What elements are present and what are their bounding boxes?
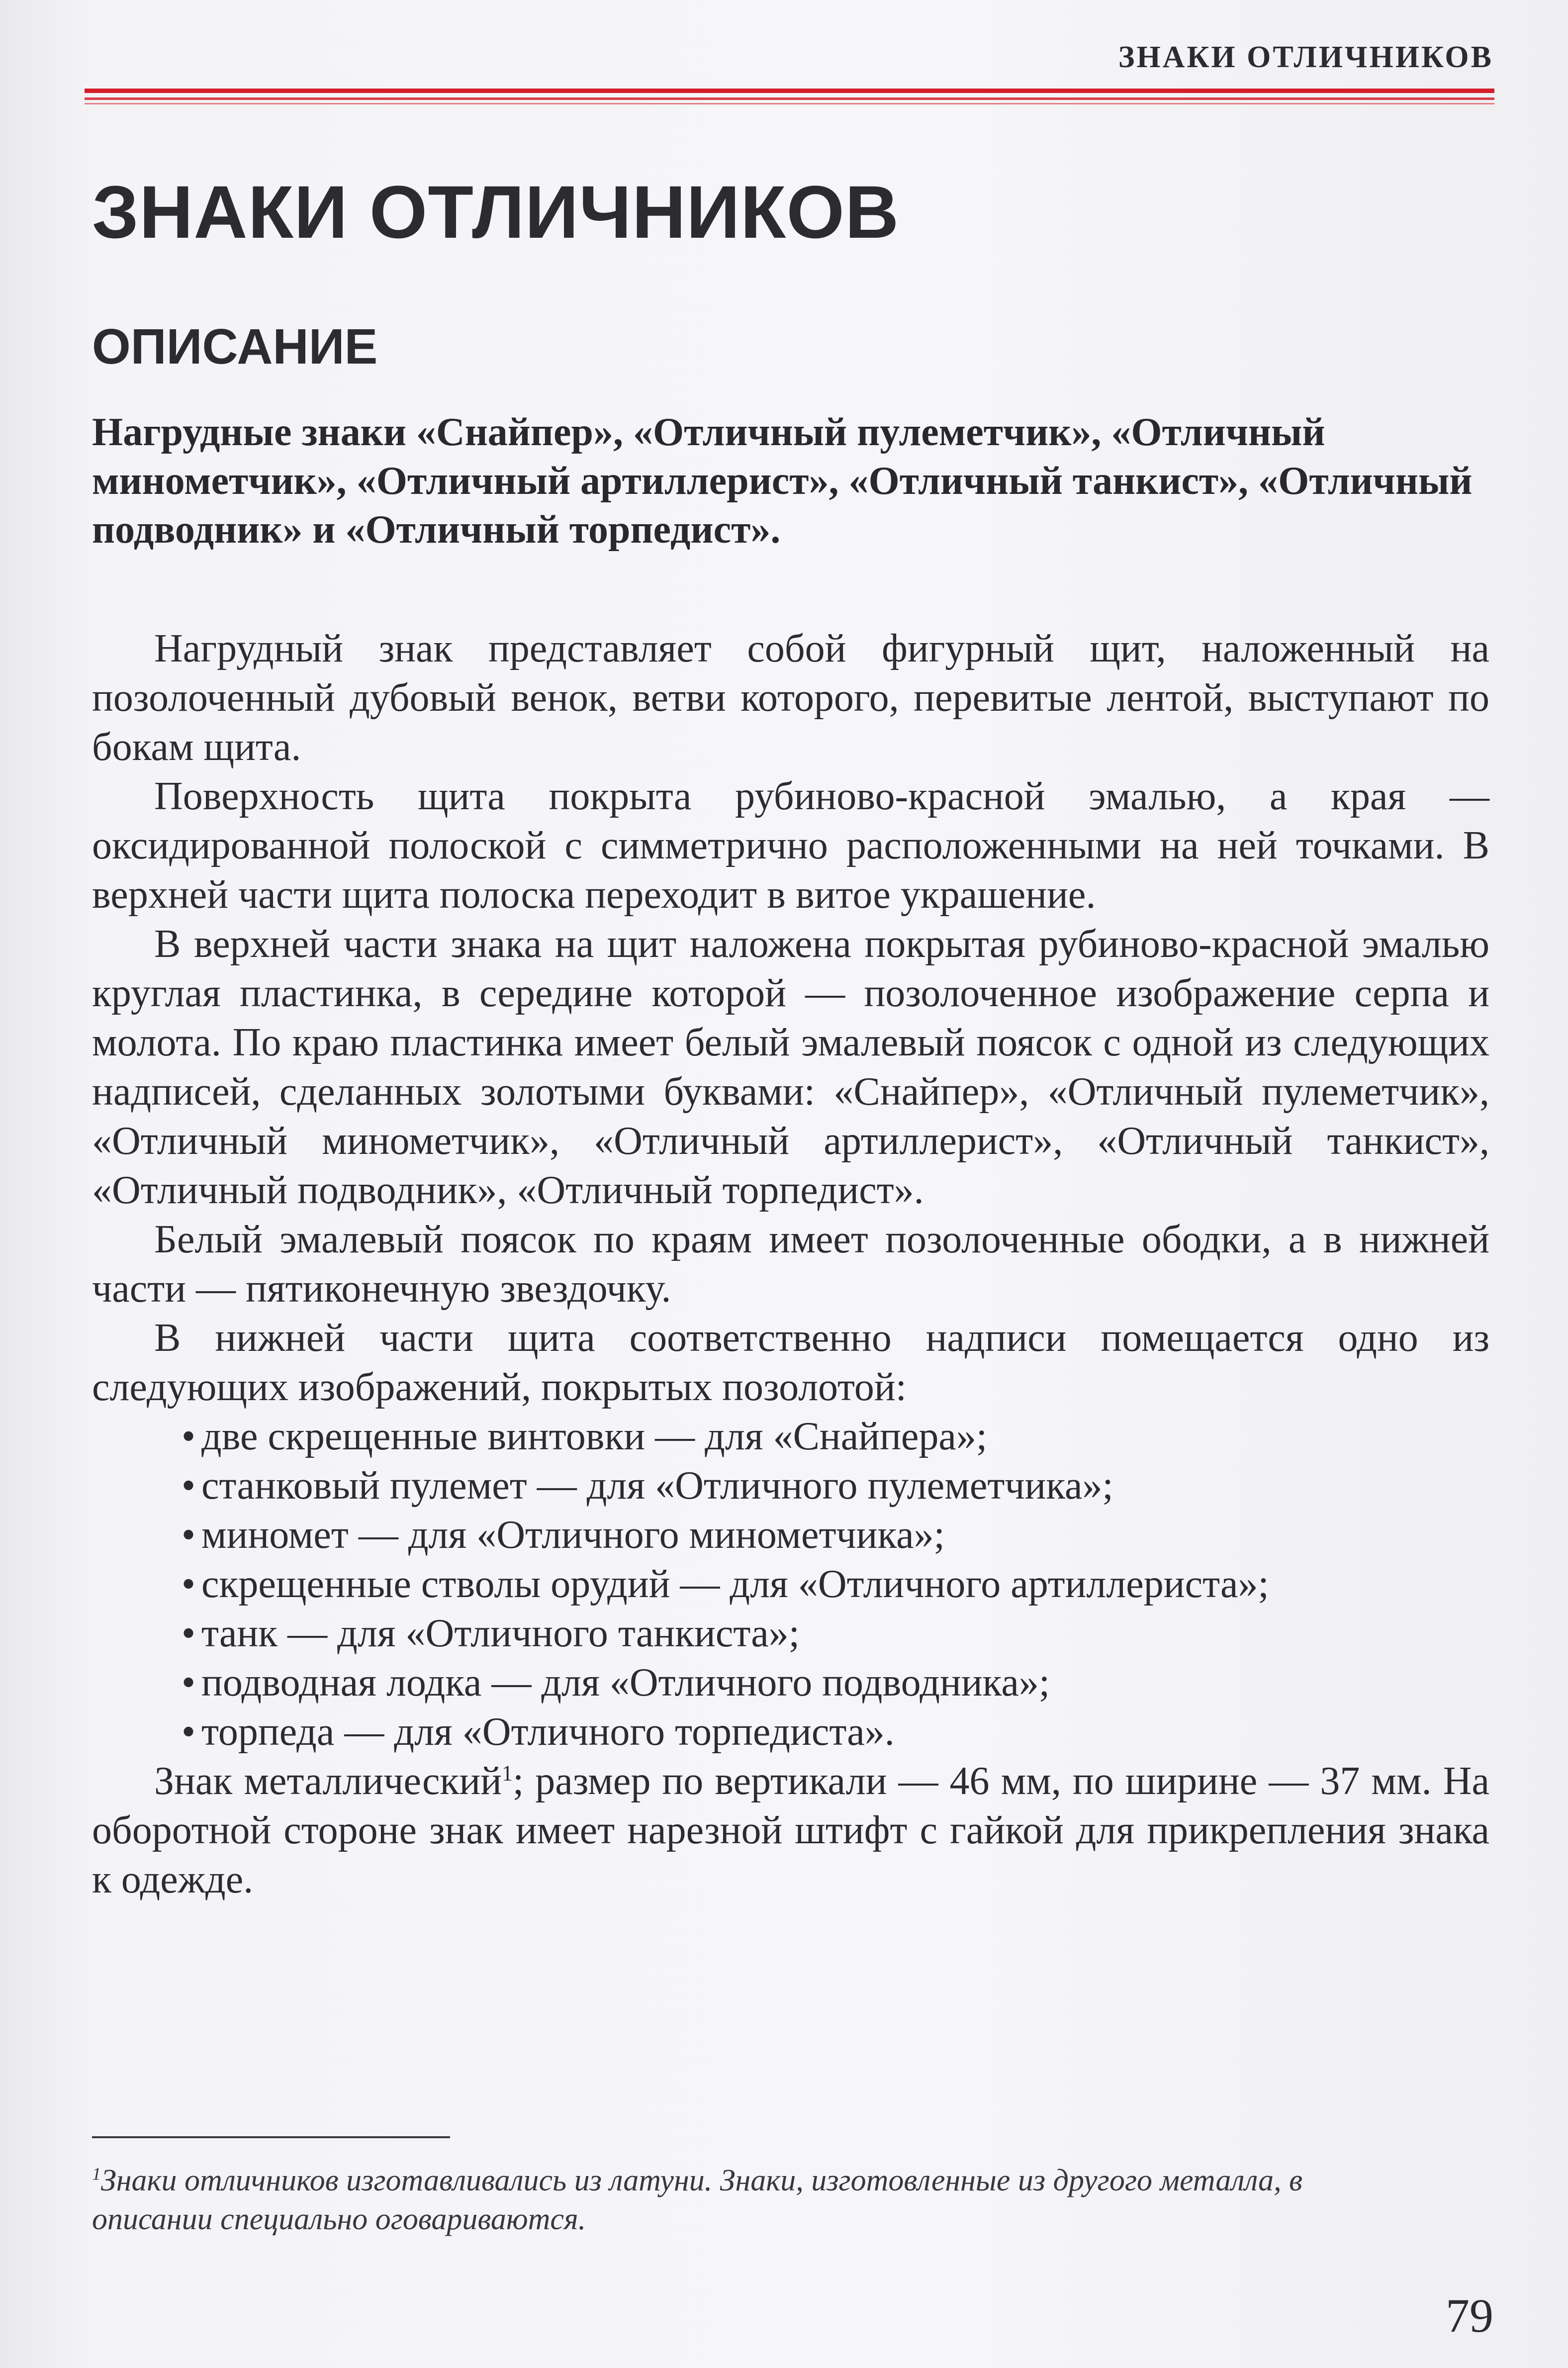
body-text xyxy=(92,624,1489,1904)
paragraph: Нагрудный знак представляет собой фигурный щит, наложенный на позолоченный дубовый венок, ветви которого, перевитые лентой, выступают по бокам щита. xyxy=(92,627,1489,769)
bullet-mark: • xyxy=(182,1710,196,1754)
closing-text-end: ; размер по вертикали — 46 мм, по ширине — 37 мм. На оборотной стороне знак имеет нарезной штифт с гайкой для прикрепления знака к одежде. xyxy=(92,1759,1490,1901)
bullet-mark: • xyxy=(182,1661,196,1705)
list-item xyxy=(182,1560,1489,1609)
list-item-text: танк — для «Отличного танкиста»; xyxy=(201,1611,800,1655)
list-item xyxy=(182,1658,1489,1707)
list-item xyxy=(182,1609,1489,1658)
list-item xyxy=(182,1461,1489,1511)
paragraph: В нижней части щита соответственно надписи помещается одно из следующих изображений, покрытых позолотой: xyxy=(92,1316,1489,1409)
paragraph: В верхней части знака на щит наложена покрытая рубиново-красной эмалью круглая пластинка, в середине которой — позолоченное изображение серпа и молота. По краю пластинка имеет белый эмалевый поясок с одной из следующих надписей, сделанных золотыми буквами: «Снайпер», «Отличный пулеметчик», «Отличный минометчик», «Отличный артиллерист», «Отличный танкист», «Отличный подводник», «Отличный торпедист». xyxy=(92,922,1489,1212)
list-item-text: две скрещенные винтовки — для «Снайпера»; xyxy=(201,1415,988,1458)
bullet-mark: • xyxy=(182,1611,196,1655)
list-item xyxy=(182,1511,1489,1560)
footnote xyxy=(92,2161,1335,2239)
footnote-reference: 1 xyxy=(502,1761,513,1786)
page-number: 79 xyxy=(1446,2289,1493,2342)
list-item-text: миномет — для «Отличного минометчика»; xyxy=(201,1513,945,1557)
header-rule-thick xyxy=(85,89,1494,93)
list-item-text: станковый пулемет — для «Отличного пулеметчика»; xyxy=(201,1464,1113,1508)
closing-text-start: Знак металлический xyxy=(154,1759,502,1803)
image-list xyxy=(92,1412,1489,1757)
closing-paragraph xyxy=(92,1757,1489,1904)
list-item-text: скрещенные стволы орудий — для «Отличного артиллериста»; xyxy=(201,1562,1269,1606)
bullet-mark: • xyxy=(182,1464,196,1508)
header-rule-thin xyxy=(85,103,1494,104)
bullet-mark: • xyxy=(182,1415,196,1458)
list-item xyxy=(182,1707,1489,1757)
list-item-text: торпеда — для «Отличного торпедиста». xyxy=(201,1710,895,1754)
list-item xyxy=(182,1412,1489,1461)
footnote-text: Знаки отличников изготавливались из латуни. Знаки, изготовленные из другого металла, в описании специально оговариваются. xyxy=(92,2164,1303,2236)
bullet-mark: • xyxy=(182,1513,196,1557)
paragraph: Поверхность щита покрыта рубиново-красной эмалью, а края — оксидированной полоской с симметрично расположенными на ней точками. В верхней части щита полоска переходит в витое украшение. xyxy=(92,774,1489,917)
footnote-rule xyxy=(92,2136,450,2138)
bullet-mark: • xyxy=(182,1562,196,1606)
lead-paragraph: Нагрудные знаки «Снайпер», «Отличный пулеметчик», «Отличный минометчик», «Отличный артиллерист», «Отличный танкист», «Отличный подводник» и «Отличный торпедист». xyxy=(92,410,1473,552)
section-title: ОПИСАНИЕ xyxy=(92,319,378,375)
chapter-title: ЗНАКИ ОТЛИЧНИКОВ xyxy=(92,170,900,254)
running-header: ЗНАКИ ОТЛИЧНИКОВ xyxy=(1118,40,1493,74)
header-rule-middle xyxy=(85,97,1494,100)
footnote-mark: 1 xyxy=(92,2164,101,2184)
list-item-text: подводная лодка — для «Отличного подводника»; xyxy=(201,1661,1050,1705)
paragraph: Белый эмалевый поясок по краям имеет позолоченные ободки, а в нижней части — пятиконечную звездочку. xyxy=(92,1218,1489,1311)
